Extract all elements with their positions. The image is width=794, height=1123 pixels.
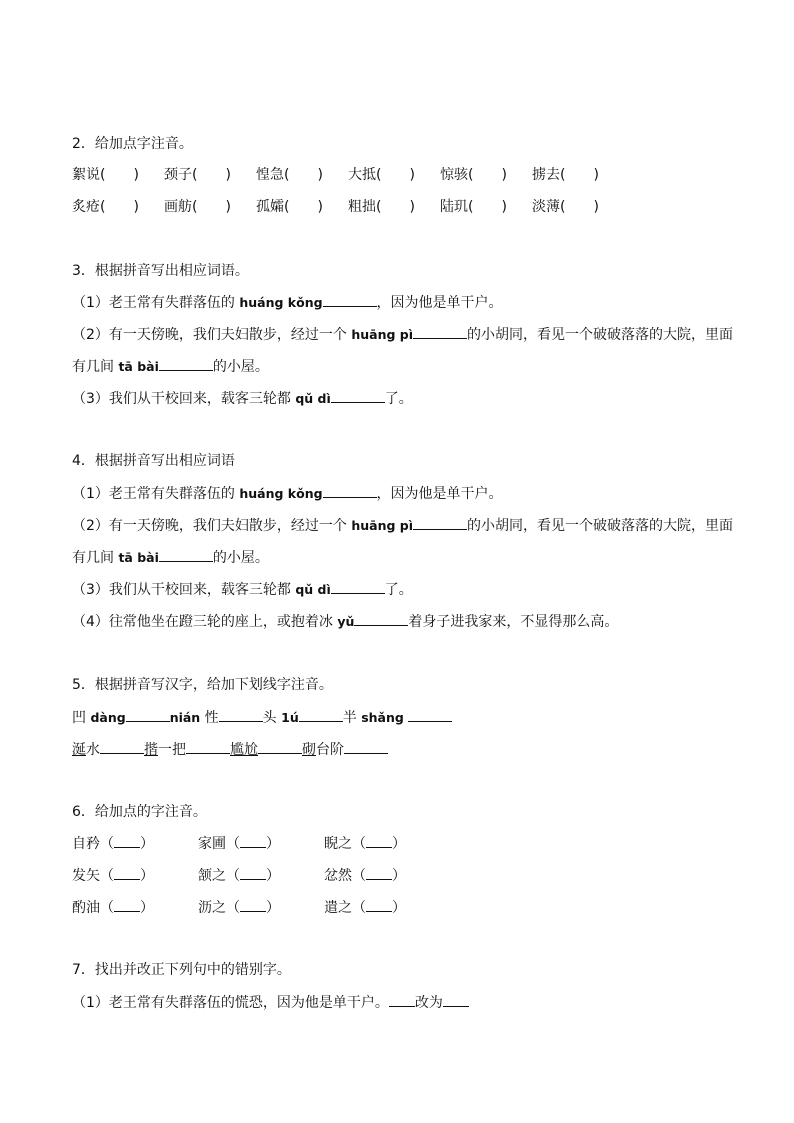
pinyin: dàng <box>90 710 126 725</box>
q2-item: 粗拙( ) <box>348 199 415 215</box>
q3-line4: （3）我们从干校回来，载客三轮都 qǔ dì 了。 <box>72 391 413 407</box>
pinyin: qǔ dì <box>295 391 331 406</box>
q2-item: 孤孀( ) <box>256 199 323 215</box>
q6-row1: 自矜（ ） 家圃（ ） 睨之（ ） <box>72 836 406 852</box>
answer-blank[interactable] <box>366 834 392 848</box>
q4-line1: （1）老王常有失群落伍的 huáng kǒng ，因为他是单干户。 <box>72 486 503 502</box>
q3-line1: （1）老王常有失群落伍的 huáng kǒng ，因为他是单干户。 <box>72 295 503 311</box>
answer-blank[interactable] <box>186 740 230 754</box>
answer-blank[interactable] <box>219 708 263 722</box>
answer-blank[interactable] <box>114 834 140 848</box>
answer-blank[interactable] <box>299 708 343 722</box>
q7-line1: （1）老王常有失群落伍的慌恐，因为他是单干户。 改为 <box>72 993 469 1012</box>
pinyin: tā bài <box>118 359 159 374</box>
pinyin: huāng pì <box>351 327 414 342</box>
pinyin: huáng kǒng <box>239 295 323 310</box>
answer-blank[interactable] <box>366 866 392 880</box>
q5-row1: 凹 dàng nián 性 头 1ú 半 shǎng <box>72 708 452 727</box>
q2-item: 惊骇( ) <box>440 167 507 183</box>
q5-title: 5．根据拼音写汉字，给加下划线字注音。 <box>72 677 333 693</box>
q3-title: 3．根据拼音写出相应词语。 <box>72 263 249 279</box>
answer-blank[interactable] <box>354 612 408 626</box>
answer-blank[interactable] <box>331 389 385 403</box>
pinyin: huáng kǒng <box>239 486 323 501</box>
q4-title: 4．根据拼音写出相应词语 <box>72 453 235 469</box>
answer-blank[interactable] <box>240 866 266 880</box>
answer-blank[interactable] <box>413 516 467 530</box>
q2-item: 惶急( ) <box>256 167 323 183</box>
q2-item: 画舫( ) <box>164 199 231 215</box>
q6-title: 6．给加点的字注音。 <box>72 804 207 820</box>
q2-item: 大抵( ) <box>348 167 415 183</box>
answer-blank[interactable] <box>114 898 140 912</box>
pinyin: 1ú <box>281 710 299 725</box>
q5-row2: 涎水 揩一把 尴尬 砌台阶 <box>72 740 388 759</box>
q2-item: 絮说( ) <box>72 167 139 183</box>
answer-blank[interactable] <box>331 580 385 594</box>
answer-blank[interactable] <box>389 993 415 1007</box>
q6-row3: 酌油（ ） 沥之（ ） 遣之（ ） <box>72 900 406 916</box>
answer-blank[interactable] <box>114 866 140 880</box>
q4-line2: （2）有一天傍晚，我们夫妇散步，经过一个 huāng pì 的小胡同，看见一个破破落落的大院，里面 <box>72 518 734 534</box>
answer-blank[interactable] <box>240 834 266 848</box>
q2-item: 炙疮( ) <box>72 199 139 215</box>
q2-row1 <box>72 166 624 184</box>
q2-row2 <box>72 198 624 216</box>
q3-line2: （2）有一天傍晚，我们夫妇散步，经过一个 huāng pì 的小胡同，看见一个破破落落的大院，里面 <box>72 327 734 343</box>
q2-title: 2．给加点字注音。 <box>72 136 193 152</box>
answer-blank[interactable] <box>159 548 213 562</box>
pinyin: shǎng <box>361 710 404 725</box>
answer-blank[interactable] <box>366 898 392 912</box>
answer-blank[interactable] <box>100 740 144 754</box>
q4-line3: 有几间 tā bài 的小屋。 <box>72 550 269 566</box>
answer-blank[interactable] <box>240 898 266 912</box>
answer-blank[interactable] <box>323 484 377 498</box>
q2-item: 掳去( ) <box>532 167 599 183</box>
answer-blank[interactable] <box>344 740 388 754</box>
answer-blank[interactable] <box>159 357 213 371</box>
q2-item: 淡薄( ) <box>532 199 599 215</box>
q3-line3: 有几间 tā bài 的小屋。 <box>72 359 269 375</box>
pinyin: tā bài <box>118 550 159 565</box>
q2-item: 陆玑( ) <box>440 199 507 215</box>
answer-blank[interactable] <box>408 708 452 722</box>
q4-line4: （3）我们从干校回来，载客三轮都 qǔ dì 了。 <box>72 582 413 598</box>
answer-blank[interactable] <box>126 708 170 722</box>
q7-title: 7．找出并改正下列句中的错别字。 <box>72 962 291 978</box>
q6-row2: 发矢（ ） 颔之（ ） 忿然（ ） <box>72 868 406 884</box>
answer-blank[interactable] <box>413 325 467 339</box>
pinyin: qǔ dì <box>295 582 331 597</box>
q2-item: 颈子( ) <box>164 167 231 183</box>
answer-blank[interactable] <box>323 293 377 307</box>
pinyin: huāng pì <box>351 518 414 533</box>
answer-blank[interactable] <box>443 993 469 1007</box>
pinyin: yǔ <box>337 614 355 629</box>
answer-blank[interactable] <box>258 740 302 754</box>
q4-line5: （4）往常他坐在蹬三轮的座上，或抱着冰 yǔ 着身子进我家来，不显得那么高。 <box>72 614 619 630</box>
pinyin: nián <box>169 710 201 725</box>
